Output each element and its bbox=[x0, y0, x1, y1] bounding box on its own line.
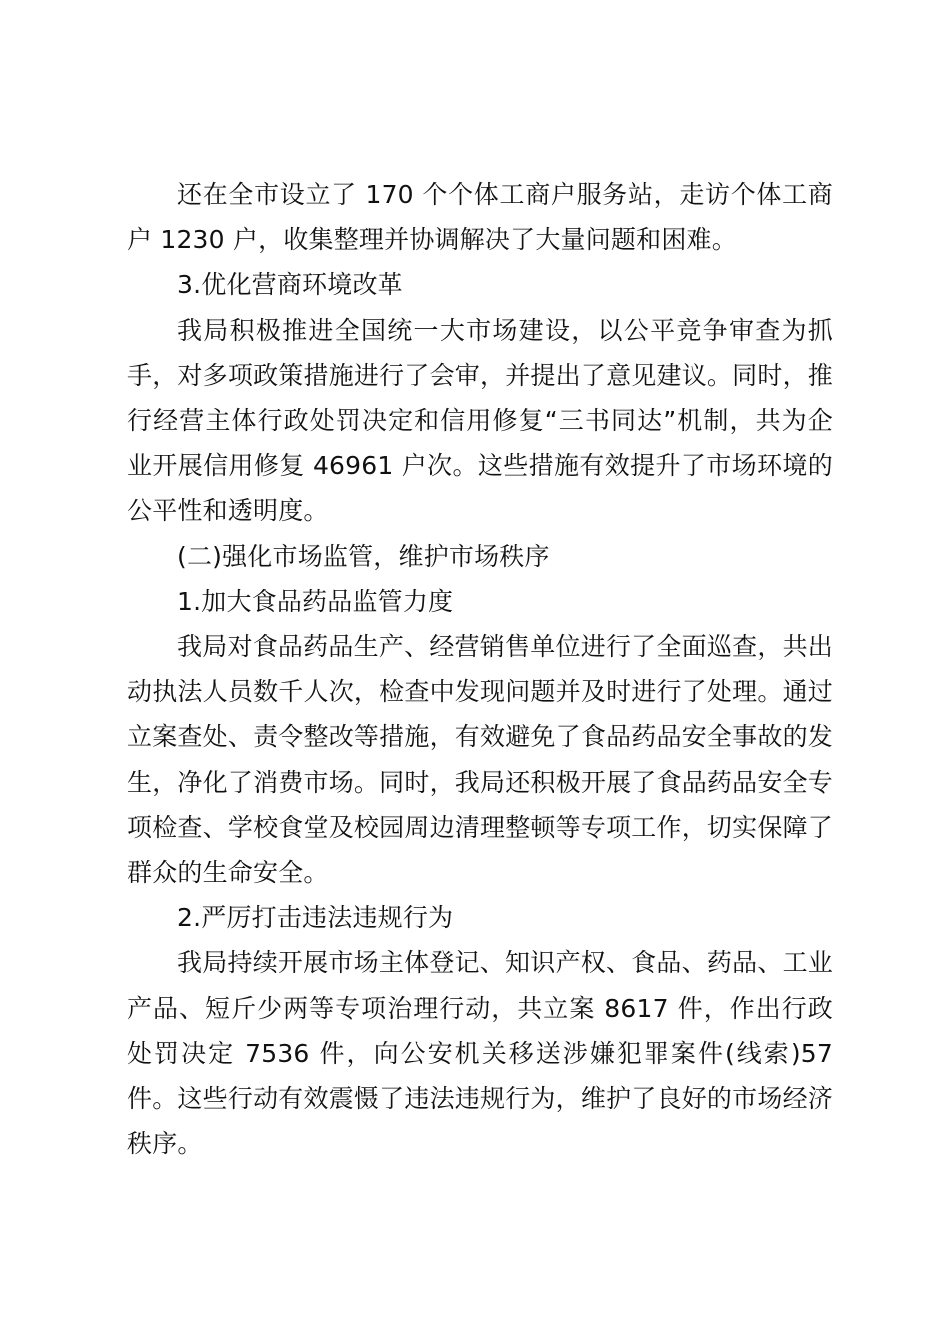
paragraph-food-drug-inspection: 我局对食品药品生产、经营销售单位进行了全面巡查，共出动执法人员数千人次，检查中发现问题并及时进行了处理。通过立案查处、责令整改等措施，有效避免了食品药品安全事故的发生，净化了消费市场。同时，我局还积极开展了食品药品安全专项检查、学校食堂及校园周边清理整顿等专项工作，切实保障了群众的生命安全。 bbox=[127, 632, 833, 888]
heading-crack-down-violations: 2.严厉打击违法违规行为 bbox=[177, 903, 454, 933]
heading-food-drug-supervision: 1.加大食品药品监管力度 bbox=[177, 586, 454, 616]
paragraph-special-enforcement: 我局持续开展市场主体登记、知识产权、食品、药品、工业产品、短斤少两等专项治理行动，共立案 8617 件，作出行政处罚决定 7536 件，向公安机关移送涉嫌犯罪案件(线索)57件。这些行动有效震慑了违法违规行为，维护了良好的市场经济秩序。 bbox=[127, 948, 833, 1159]
paragraph-unified-market: 我局积极推进全国统一大市场建设，以公平竞争审查为抓手，对多项政策措施进行了会审，并提出了意见建议。同时，推行经营主体行政处罚决定和信用修复“三书同达”机制，共为企业开展信用修复 46961 户次。这些措施有效提升了市场环境的公平性和透明度。 bbox=[127, 315, 833, 526]
heading-strengthen-supervision: (二)强化市场监管，维护市场秩序 bbox=[177, 541, 550, 571]
paragraph-service-stations: 还在全市设立了 170 个个体工商户服务站，走访个体工商户 1230 户，收集整理并协调解决了大量问题和困难。 bbox=[127, 180, 833, 255]
document-body bbox=[127, 172, 833, 1166]
heading-business-environment-reform: 3.优化营商环境改革 bbox=[177, 270, 403, 300]
